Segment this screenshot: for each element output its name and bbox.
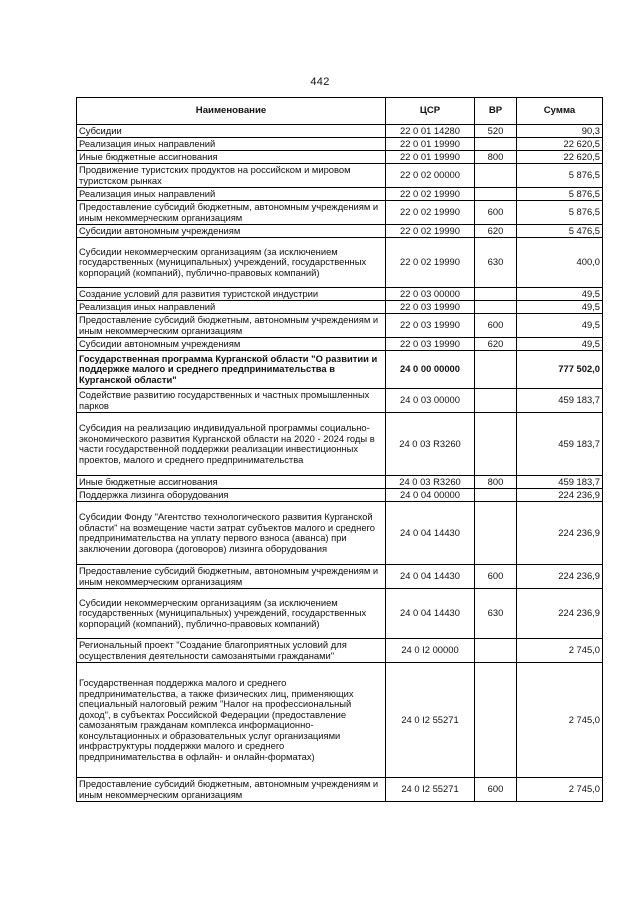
- cell-vr: 630: [475, 238, 517, 288]
- table-row: [77, 314, 603, 338]
- cell-csr: 22 0 02 19990: [386, 188, 475, 201]
- cell-name: Предоставление субсидий бюджетным, автономным учреждениям и иным некоммерческим организациям: [77, 201, 386, 225]
- cell-name: Субсидии Фонду "Агентство технологического развития Курганской области" на возмещение части затрат субъектов малого и среднего предпринимательства на уплату первого взноса (аванса) при заключении договора (договоров) лизинга оборудования: [77, 502, 386, 565]
- header-sum: Сумма: [517, 98, 603, 125]
- cell-vr: 600: [475, 314, 517, 338]
- cell-name: Реализация иных направлений: [77, 301, 386, 314]
- cell-sum: 459 183,7: [517, 389, 603, 413]
- cell-name: Создание условий для развития туристской индустрии: [77, 288, 386, 301]
- cell-sum: 459 183,7: [517, 476, 603, 489]
- cell-vr: 800: [475, 476, 517, 489]
- cell-name: Предоставление субсидий бюджетным, автономным учреждениям и иным некоммерческим организациям: [77, 314, 386, 338]
- cell-name: Субсидии: [77, 125, 386, 138]
- cell-sum: 2 745,0: [517, 778, 603, 802]
- table-row: [77, 351, 603, 389]
- cell-vr: [475, 301, 517, 314]
- budget-table: [76, 97, 603, 802]
- cell-vr: [475, 639, 517, 663]
- table-row: [77, 589, 603, 639]
- cell-csr: 22 0 03 19990: [386, 338, 475, 351]
- cell-vr: 620: [475, 338, 517, 351]
- table-row: [77, 413, 603, 476]
- cell-csr: 24 0 04 14430: [386, 589, 475, 639]
- cell-vr: [475, 188, 517, 201]
- table-row: [77, 301, 603, 314]
- cell-csr: 22 0 03 19990: [386, 301, 475, 314]
- cell-sum: 49,5: [517, 301, 603, 314]
- table-row: [77, 138, 603, 151]
- cell-name: Реализация иных направлений: [77, 138, 386, 151]
- header-vr: ВР: [475, 98, 517, 125]
- cell-vr: [475, 389, 517, 413]
- table-row: [77, 338, 603, 351]
- cell-name: Субсидии некоммерческим организациям (за исключением государственных (муниципальных) учреждений, государственных корпораций (компаний), публично-правовых компаний): [77, 238, 386, 288]
- cell-csr: 22 0 03 19990: [386, 314, 475, 338]
- cell-csr: 22 0 03 00000: [386, 288, 475, 301]
- cell-name: Субсидии автономным учреждениям: [77, 338, 386, 351]
- cell-vr: [475, 489, 517, 502]
- cell-sum: 777 502,0: [517, 351, 603, 389]
- table-row: [77, 238, 603, 288]
- table-body: [77, 125, 603, 802]
- cell-vr: 620: [475, 225, 517, 238]
- cell-name: Субсидии некоммерческим организациям (за исключением государственных (муниципальных) учреждений, государственных корпораций (компаний), публично-правовых компаний): [77, 589, 386, 639]
- cell-name: Поддержка лизинга оборудования: [77, 489, 386, 502]
- cell-name: Государственная программа Курганской области "О развитии и поддержке малого и среднего предпринимательства в Курганской области": [77, 351, 386, 389]
- cell-vr: 630: [475, 589, 517, 639]
- cell-csr: 24 0 04 14430: [386, 502, 475, 565]
- cell-sum: 224 236,9: [517, 489, 603, 502]
- cell-vr: 600: [475, 565, 517, 589]
- cell-vr: [475, 663, 517, 778]
- cell-name: Субсидия на реализацию индивидуальной программы социально-экономического развития Курганской области на 2020 - 2024 годы в части государственной поддержки реализации инвестиционных проектов, малого и среднего предпринимательства: [77, 413, 386, 476]
- cell-sum: 90,3: [517, 125, 603, 138]
- cell-csr: 22 0 01 19990: [386, 151, 475, 164]
- table-row: [77, 201, 603, 225]
- cell-sum: 5 876,5: [517, 188, 603, 201]
- cell-sum: 5 476,5: [517, 225, 603, 238]
- cell-name: Субсидии автономным учреждениям: [77, 225, 386, 238]
- cell-sum: 49,5: [517, 338, 603, 351]
- table-row: [77, 151, 603, 164]
- cell-name: Государственная поддержка малого и среднего предпринимательства, а также физических лиц, применяющих специальный налоговый режим "Налог на профессиональный доход", в субъектах Российской Федерации (предоставление самозанятым гражданам комплекса информационно-консультационных и образовательных услуг организациями инфраструктуры поддержки малого и среднего предпринимательства в офлайн- и онлайн-форматах): [77, 663, 386, 778]
- cell-vr: [475, 288, 517, 301]
- cell-vr: 600: [475, 778, 517, 802]
- cell-csr: 24 0 03 R3260: [386, 413, 475, 476]
- table-row: [77, 565, 603, 589]
- header-name: Наименование: [77, 98, 386, 125]
- cell-vr: [475, 413, 517, 476]
- cell-vr: 800: [475, 151, 517, 164]
- cell-csr: 24 0 03 R3260: [386, 476, 475, 489]
- cell-csr: 24 0 04 14430: [386, 565, 475, 589]
- cell-sum: 2 745,0: [517, 639, 603, 663]
- cell-sum: 400,0: [517, 238, 603, 288]
- table-row: [77, 639, 603, 663]
- cell-csr: 24 0 00 00000: [386, 351, 475, 389]
- table-header: [77, 98, 603, 125]
- cell-sum: 5 876,5: [517, 201, 603, 225]
- cell-sum: 2 745,0: [517, 663, 603, 778]
- cell-sum: 224 236,9: [517, 565, 603, 589]
- cell-csr: 24 0 I2 55271: [386, 778, 475, 802]
- cell-name: Региональный проект "Создание благоприятных условий для осуществления деятельности самозанятыми гражданами": [77, 639, 386, 663]
- cell-vr: [475, 138, 517, 151]
- table-row: [77, 288, 603, 301]
- cell-csr: 22 0 01 14280: [386, 125, 475, 138]
- cell-vr: [475, 502, 517, 565]
- cell-csr: 24 0 03 00000: [386, 389, 475, 413]
- cell-sum: 5 876,5: [517, 164, 603, 188]
- cell-name: Предоставление субсидий бюджетным, автономным учреждениям и иным некоммерческим организациям: [77, 565, 386, 589]
- table-row: [77, 476, 603, 489]
- table-row: [77, 389, 603, 413]
- header-row: [77, 98, 603, 125]
- cell-name: Иные бюджетные ассигнования: [77, 476, 386, 489]
- cell-name: Иные бюджетные ассигнования: [77, 151, 386, 164]
- cell-name: Продвижение туристских продуктов на российском и мировом туристском рынках: [77, 164, 386, 188]
- cell-sum: 224 236,9: [517, 589, 603, 639]
- cell-name: Предоставление субсидий бюджетным, автономным учреждениям и иным некоммерческим организациям: [77, 778, 386, 802]
- cell-csr: 24 0 04 00000: [386, 489, 475, 502]
- cell-csr: 22 0 01 19990: [386, 138, 475, 151]
- table-row: [77, 489, 603, 502]
- cell-csr: 24 0 I2 55271: [386, 663, 475, 778]
- table-row: [77, 188, 603, 201]
- cell-vr: 600: [475, 201, 517, 225]
- table-row: [77, 125, 603, 138]
- table-row: [77, 164, 603, 188]
- header-csr: ЦСР: [386, 98, 475, 125]
- cell-sum: 459 183,7: [517, 413, 603, 476]
- cell-csr: 22 0 02 19990: [386, 225, 475, 238]
- cell-name: Содействие развитию государственных и частных промышленных парков: [77, 389, 386, 413]
- cell-sum: 224 236,9: [517, 502, 603, 565]
- cell-name: Реализация иных направлений: [77, 188, 386, 201]
- cell-csr: 22 0 02 00000: [386, 164, 475, 188]
- cell-csr: 24 0 I2 00000: [386, 639, 475, 663]
- cell-sum: 22 620,5: [517, 151, 603, 164]
- cell-csr: 22 0 02 19990: [386, 201, 475, 225]
- cell-vr: [475, 351, 517, 389]
- cell-csr: 22 0 02 19990: [386, 238, 475, 288]
- cell-sum: 22 620,5: [517, 138, 603, 151]
- page-number: 442: [310, 76, 330, 88]
- cell-vr: [475, 164, 517, 188]
- cell-sum: 49,5: [517, 314, 603, 338]
- table-row: [77, 225, 603, 238]
- cell-sum: 49,5: [517, 288, 603, 301]
- table-row: [77, 502, 603, 565]
- cell-vr: 520: [475, 125, 517, 138]
- table-row: [77, 778, 603, 802]
- table-row: [77, 663, 603, 778]
